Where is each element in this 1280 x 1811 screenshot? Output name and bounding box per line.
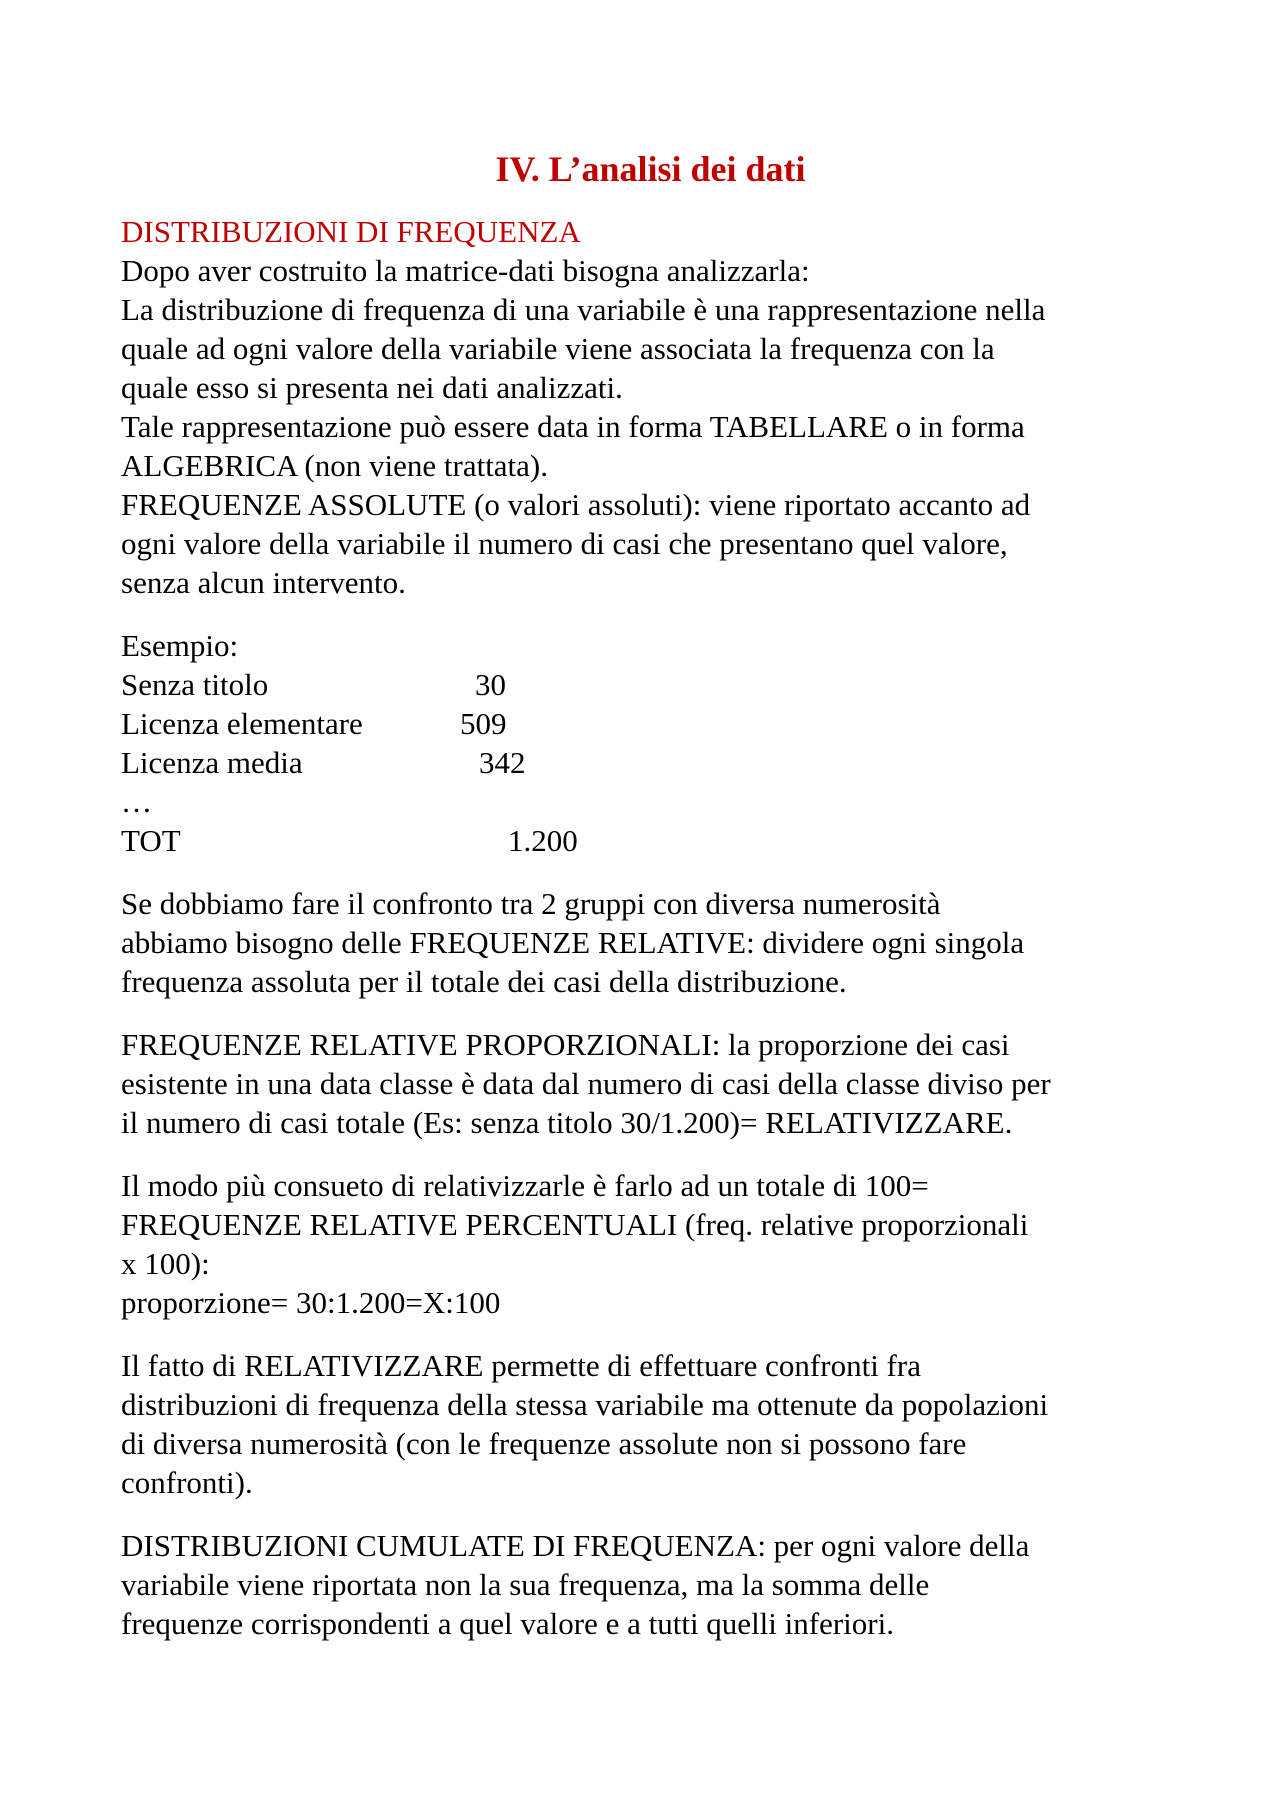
text-line: quale esso si presenta nei dati analizzati. (121, 370, 623, 405)
document-body (121, 212, 1180, 1643)
row-label: … (121, 784, 152, 819)
table-row (121, 665, 1180, 704)
text-line: Tale rappresentazione può essere data in forma TABELLARE o in forma (121, 409, 1025, 444)
text-line: Dopo aver costruito la matrice-dati bisogna analizzarla: (121, 253, 810, 288)
text-line: frequenze corrispondenti a quel valore e a tutti quelli inferiori. (121, 1606, 894, 1641)
text-line: esistente in una data classe è data dal numero di casi della classe diviso per (121, 1066, 1051, 1101)
row-label: Licenza media (121, 745, 303, 780)
text-line: variabile viene riportata non la sua frequenza, ma la somma delle (121, 1567, 930, 1602)
table-row (121, 743, 1180, 782)
paragraph-proportional (121, 1025, 1180, 1142)
table-row-total (121, 821, 1180, 860)
intro-paragraph (121, 212, 1180, 602)
text-line: il numero di casi totale (Es: senza titolo 30/1.200)= RELATIVIZZARE. (121, 1105, 1013, 1140)
table-row (121, 704, 1180, 743)
paragraph-cumulative (121, 1526, 1180, 1643)
text-line: ALGEBRICA (non viene trattata). (121, 448, 549, 483)
row-label: TOT (121, 823, 181, 858)
text-line: ogni valore della variabile il numero di casi che presentano quel valore, (121, 526, 1008, 561)
text-line: FREQUENZE RELATIVE PERCENTUALI (freq. relative proporzionali (121, 1207, 1029, 1242)
row-value: 342 (479, 745, 526, 780)
example-table (121, 626, 1180, 860)
paragraph-percentual (121, 1166, 1180, 1322)
paragraph-relativize (121, 1346, 1180, 1502)
text-line: proporzione= 30:1.200=X:100 (121, 1285, 501, 1320)
text-line: senza alcun intervento. (121, 565, 406, 600)
text-line: frequenza assoluta per il totale dei casi della distribuzione. (121, 964, 847, 999)
section-heading: DISTRIBUZIONI DI FREQUENZA (121, 214, 581, 249)
text-line: FREQUENZE ASSOLUTE (o valori assoluti): viene riportato accanto ad (121, 487, 1031, 522)
table-row (121, 782, 1180, 821)
text-line: Il fatto di RELATIVIZZARE permette di effettuare confronti fra (121, 1348, 921, 1383)
row-value: 509 (460, 706, 507, 741)
paragraph-relative-frequencies (121, 884, 1180, 1001)
page-title: IV. L’analisi dei dati (495, 149, 806, 189)
text-line: distribuzioni di frequenza della stessa variabile ma ottenute da popolazioni (121, 1387, 1049, 1422)
row-label: Licenza elementare (121, 706, 363, 741)
text-line: di diversa numerosità (con le frequenze assolute non si possono fare (121, 1426, 967, 1461)
text-line: La distribuzione di frequenza di una variabile è una rappresentazione nella (121, 292, 1046, 327)
row-value: 30 (475, 667, 506, 702)
text-line: abbiamo bisogno delle FREQUENZE RELATIVE: dividere ogni singola (121, 925, 1025, 960)
row-label: Senza titolo (121, 667, 269, 702)
text-line: FREQUENZE RELATIVE PROPORZIONALI: la proporzione dei casi (121, 1027, 1010, 1062)
row-value: 1.200 (508, 823, 578, 858)
text-line: x 100): (121, 1246, 210, 1281)
text-line: Se dobbiamo fare il confronto tra 2 gruppi con diversa numerosità (121, 886, 941, 921)
example-heading: Esempio: (121, 628, 239, 663)
text-line: confronti). (121, 1465, 253, 1500)
text-line: Il modo più consueto di relativizzarle è farlo ad un totale di 100= (121, 1168, 929, 1203)
text-line: DISTRIBUZIONI CUMULATE DI FREQUENZA: per ogni valore della (121, 1528, 1030, 1563)
text-line: quale ad ogni valore della variabile viene associata la frequenza con la (121, 331, 995, 366)
